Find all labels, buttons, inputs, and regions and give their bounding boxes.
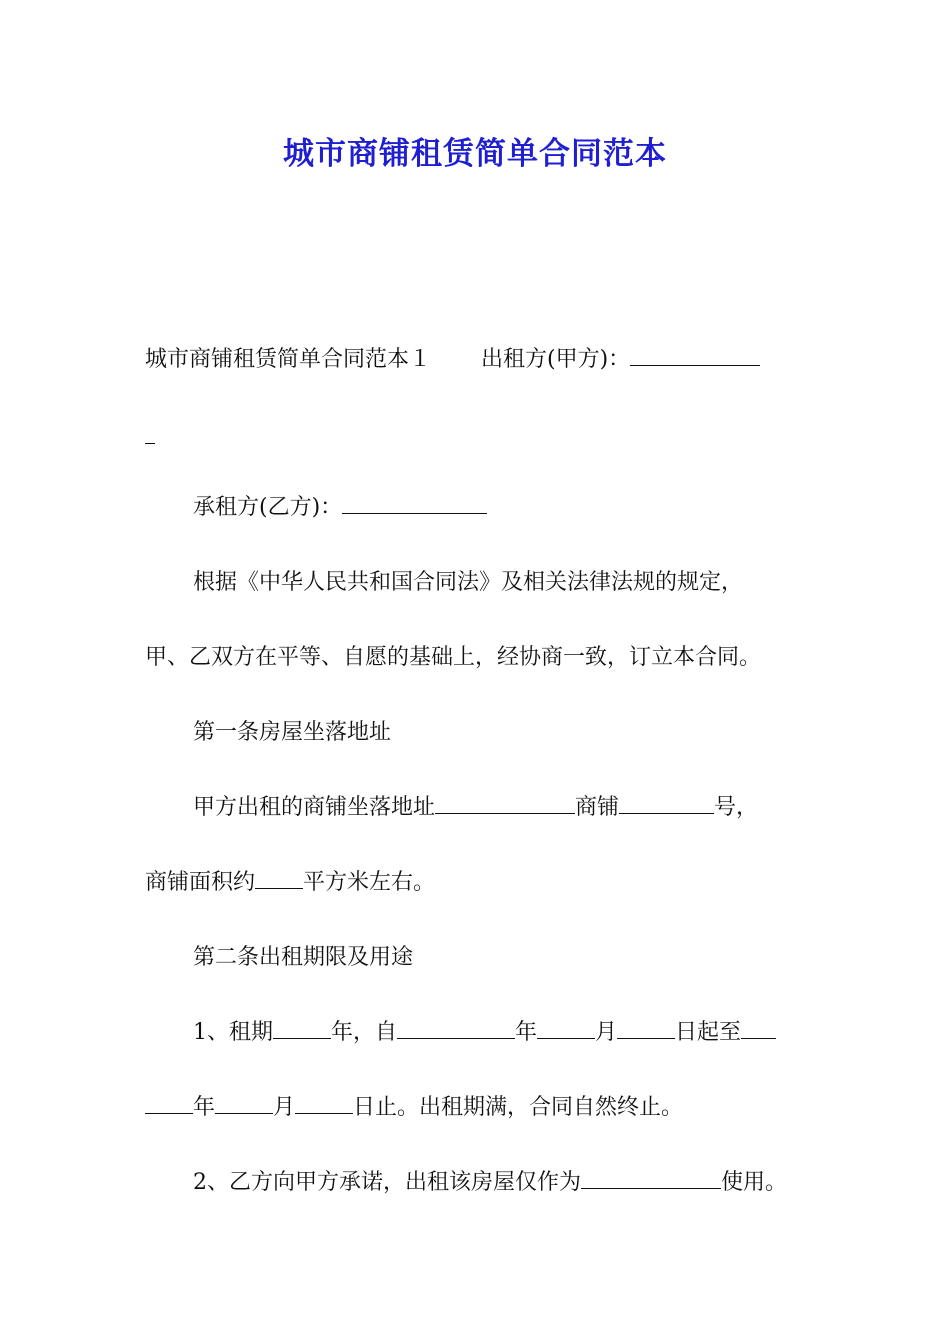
- contract-number-text: 城市商铺租赁简单合同范本１: [145, 347, 432, 372]
- end-day-blank: [295, 1093, 353, 1114]
- article-two-heading: 第二条出租期限及用途: [193, 945, 414, 970]
- usage-blank: [581, 1168, 721, 1189]
- paragraph-lessee: [193, 493, 487, 523]
- paragraph-area: 商铺面积约 平方米左右。: [145, 870, 436, 895]
- address-blank: [435, 793, 575, 814]
- lessee-blank: [342, 493, 487, 514]
- paragraph-lease-term: 1、租期 年，自 年 月 日起至: [193, 1018, 776, 1048]
- paragraph-agreement: 甲、乙双方在平等、自愿的基础上，经协商一致，订立本合同。: [145, 645, 762, 670]
- document-title: 城市商铺租赁简单合同范本: [283, 136, 667, 172]
- paragraph-heading-and-lessor: [145, 345, 760, 375]
- lessor-blank-end: [145, 423, 155, 444]
- start-day-blank: [617, 1018, 675, 1039]
- paragraph-address: 甲方出租的商铺坐落地址 商铺 号，: [193, 795, 759, 820]
- article-one-heading: 第一条房屋坐落地址: [193, 720, 392, 745]
- shop-number-blank: [619, 793, 714, 814]
- lessor-blank: [630, 345, 760, 366]
- area-blank: [255, 868, 303, 889]
- lessor-blank-continuation: [145, 423, 155, 453]
- lessee-label: 承租方(乙方)：: [193, 495, 343, 520]
- paragraph-usage: 2、乙方向甲方承诺，出租该房屋仅作为 使用。: [193, 1170, 788, 1195]
- end-month-blank: [215, 1093, 273, 1114]
- end-year-blank: [145, 1093, 193, 1114]
- paragraph-legal-basis: 根据《中华人民共和国合同法》及相关法律法规的规定，: [193, 570, 744, 595]
- start-month-blank: [537, 1018, 595, 1039]
- end-year-blank-start: [741, 1018, 776, 1039]
- term-years-blank: [273, 1018, 331, 1039]
- lessor-label: 出租方(甲方)：: [481, 347, 631, 372]
- start-year-blank: [397, 1018, 515, 1039]
- paragraph-lease-end: 年 月 日止。出租期满，合同自然终止。: [145, 1093, 683, 1123]
